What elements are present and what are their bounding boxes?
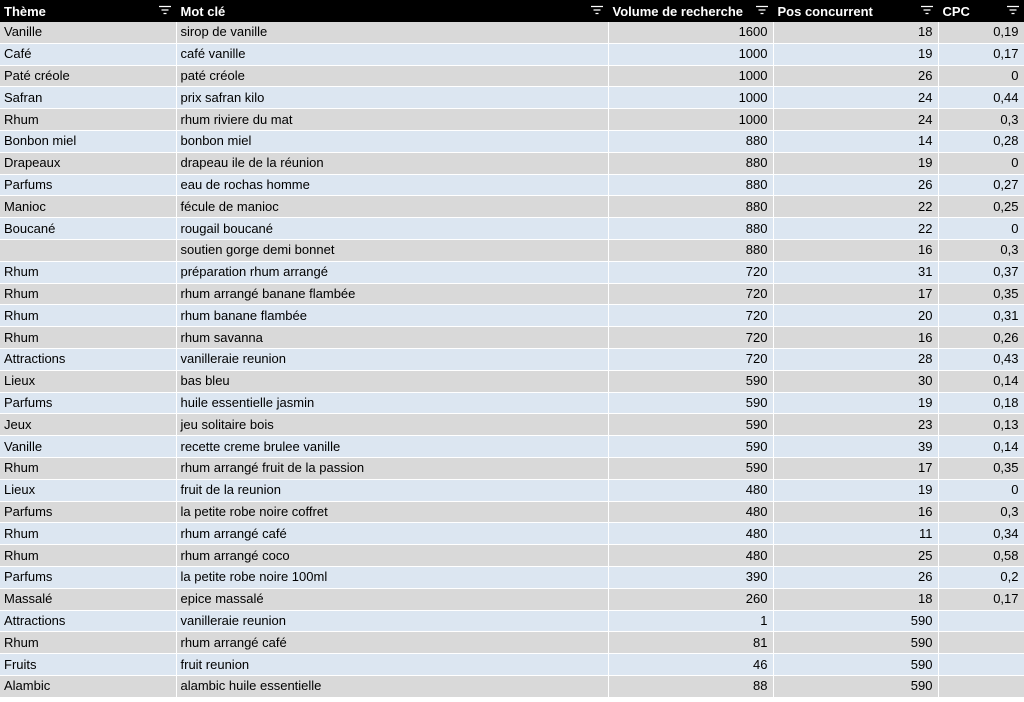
search-volume-cell[interactable]: 720	[608, 261, 773, 283]
search-volume-cell[interactable]: 1600	[608, 22, 773, 43]
keyword-cell[interactable]: jeu solitaire bois	[176, 414, 608, 436]
cpc-cell[interactable]: 0,35	[938, 457, 1024, 479]
competitor-position-cell[interactable]: 20	[773, 305, 938, 327]
cpc-cell[interactable]	[938, 632, 1024, 654]
search-volume-cell[interactable]: 88	[608, 675, 773, 697]
competitor-position-cell[interactable]: 19	[773, 43, 938, 65]
theme-cell[interactable]: Parfums	[0, 392, 176, 414]
keyword-cell[interactable]: rhum banane flambée	[176, 305, 608, 327]
search-volume-cell[interactable]: 590	[608, 370, 773, 392]
theme-cell[interactable]: Boucané	[0, 218, 176, 240]
cpc-cell[interactable]: 0	[938, 65, 1024, 87]
cpc-cell[interactable]: 0,3	[938, 109, 1024, 131]
cpc-cell[interactable]: 0,35	[938, 283, 1024, 305]
table-row	[0, 174, 1024, 196]
search-volume-cell[interactable]: 1000	[608, 109, 773, 131]
competitor-position-cell[interactable]: 16	[773, 239, 938, 261]
table-row	[0, 392, 1024, 414]
cpc-cell[interactable]: 0,58	[938, 545, 1024, 567]
theme-cell[interactable]: Rhum	[0, 523, 176, 545]
keyword-cell[interactable]: recette creme brulee vanille	[176, 436, 608, 458]
table-row	[0, 239, 1024, 261]
table-row	[0, 479, 1024, 501]
theme-cell[interactable]: Café	[0, 43, 176, 65]
competitor-position-cell[interactable]: 24	[773, 87, 938, 109]
search-volume-cell[interactable]: 81	[608, 632, 773, 654]
table-row	[0, 261, 1024, 283]
table-body	[0, 22, 1024, 697]
cpc-cell[interactable]	[938, 654, 1024, 676]
competitor-position-cell[interactable]: 22	[773, 218, 938, 240]
search-volume-cell[interactable]: 480	[608, 545, 773, 567]
competitor-position-cell[interactable]: 30	[773, 370, 938, 392]
search-volume-cell[interactable]: 880	[608, 239, 773, 261]
keyword-cell[interactable]: rhum arrangé banane flambée	[176, 283, 608, 305]
cpc-cell[interactable]: 0,37	[938, 261, 1024, 283]
theme-cell[interactable]: Rhum	[0, 261, 176, 283]
theme-cell[interactable]: Lieux	[0, 479, 176, 501]
keyword-cell[interactable]: rhum savanna	[176, 327, 608, 349]
keyword-cell[interactable]: rhum arrangé café	[176, 632, 608, 654]
keyword-cell[interactable]: soutien gorge demi bonnet	[176, 239, 608, 261]
competitor-position-cell[interactable]: 22	[773, 196, 938, 218]
cpc-cell[interactable]: 0,19	[938, 22, 1024, 43]
competitor-position-cell[interactable]: 26	[773, 566, 938, 588]
table-row	[0, 675, 1024, 697]
search-volume-cell[interactable]: 880	[608, 196, 773, 218]
table-row	[0, 283, 1024, 305]
theme-cell[interactable]: Bonbon miel	[0, 130, 176, 152]
keyword-cell[interactable]: fruit de la reunion	[176, 479, 608, 501]
column-header-cpc[interactable]	[938, 0, 1024, 22]
keyword-cell[interactable]: café vanille	[176, 43, 608, 65]
column-header-theme[interactable]	[0, 0, 176, 22]
table-row	[0, 348, 1024, 370]
search-volume-cell[interactable]: 1	[608, 610, 773, 632]
competitor-position-cell[interactable]: 25	[773, 545, 938, 567]
search-volume-cell[interactable]: 480	[608, 479, 773, 501]
search-volume-cell[interactable]: 720	[608, 283, 773, 305]
table-row	[0, 436, 1024, 458]
cpc-cell[interactable]	[938, 675, 1024, 697]
theme-cell[interactable]: Parfums	[0, 174, 176, 196]
cpc-cell[interactable]: 0	[938, 218, 1024, 240]
search-volume-cell[interactable]: 720	[608, 327, 773, 349]
cpc-cell[interactable]: 0,43	[938, 348, 1024, 370]
keyword-cell[interactable]: rhum arrangé coco	[176, 545, 608, 567]
column-header-keyword[interactable]	[176, 0, 608, 22]
table-row	[0, 610, 1024, 632]
keyword-cell[interactable]: eau de rochas homme	[176, 174, 608, 196]
search-volume-cell[interactable]: 590	[608, 414, 773, 436]
cpc-cell[interactable]: 0,17	[938, 588, 1024, 610]
keyword-cell[interactable]: alambic huile essentielle	[176, 675, 608, 697]
keyword-cell[interactable]: bas bleu	[176, 370, 608, 392]
cpc-cell[interactable]: 0,25	[938, 196, 1024, 218]
cpc-cell[interactable]: 0,18	[938, 392, 1024, 414]
cpc-cell[interactable]: 0,2	[938, 566, 1024, 588]
table-row	[0, 43, 1024, 65]
cpc-cell[interactable]: 0,3	[938, 501, 1024, 523]
column-header-competitor-position[interactable]	[773, 0, 938, 22]
table-row	[0, 196, 1024, 218]
competitor-position-cell[interactable]: 590	[773, 675, 938, 697]
table-row	[0, 588, 1024, 610]
header-row	[0, 0, 1024, 22]
theme-cell[interactable]: Rhum	[0, 457, 176, 479]
table-row	[0, 414, 1024, 436]
theme-cell[interactable]: Parfums	[0, 566, 176, 588]
keyword-cell[interactable]: paté créole	[176, 65, 608, 87]
keyword-cell[interactable]: vanilleraie reunion	[176, 610, 608, 632]
search-volume-cell[interactable]: 1000	[608, 65, 773, 87]
keyword-cell[interactable]: vanilleraie reunion	[176, 348, 608, 370]
search-volume-cell[interactable]: 880	[608, 130, 773, 152]
competitor-position-cell[interactable]: 19	[773, 479, 938, 501]
keyword-cell[interactable]: préparation rhum arrangé	[176, 261, 608, 283]
theme-cell[interactable]: Drapeaux	[0, 152, 176, 174]
search-volume-cell[interactable]: 720	[608, 305, 773, 327]
search-volume-cell[interactable]: 480	[608, 523, 773, 545]
competitor-position-cell[interactable]: 17	[773, 457, 938, 479]
theme-cell[interactable]: Manioc	[0, 196, 176, 218]
keyword-cell[interactable]: rhum riviere du mat	[176, 109, 608, 131]
cpc-cell[interactable]: 0,14	[938, 370, 1024, 392]
theme-cell[interactable]: Rhum	[0, 545, 176, 567]
competitor-position-cell[interactable]: 39	[773, 436, 938, 458]
search-volume-cell[interactable]: 880	[608, 174, 773, 196]
table-row	[0, 370, 1024, 392]
competitor-position-cell[interactable]: 590	[773, 632, 938, 654]
table-row	[0, 566, 1024, 588]
theme-cell[interactable]: Safran	[0, 87, 176, 109]
theme-cell[interactable]: Fruits	[0, 654, 176, 676]
cpc-cell[interactable]: 0,31	[938, 305, 1024, 327]
table-row	[0, 523, 1024, 545]
competitor-position-cell[interactable]: 23	[773, 414, 938, 436]
cpc-cell[interactable]: 0,28	[938, 130, 1024, 152]
keyword-cell[interactable]: sirop de vanille	[176, 22, 608, 43]
table-row	[0, 545, 1024, 567]
keyword-cell[interactable]: la petite robe noire coffret	[176, 501, 608, 523]
theme-cell[interactable]: Rhum	[0, 632, 176, 654]
column-header-search-volume[interactable]	[608, 0, 773, 22]
keyword-cell[interactable]: rhum arrangé café	[176, 523, 608, 545]
competitor-position-cell[interactable]: 31	[773, 261, 938, 283]
table-row	[0, 457, 1024, 479]
table-row	[0, 218, 1024, 240]
search-volume-cell[interactable]: 590	[608, 436, 773, 458]
table-row	[0, 87, 1024, 109]
search-volume-cell[interactable]: 1000	[608, 43, 773, 65]
competitor-position-cell[interactable]: 19	[773, 392, 938, 414]
keyword-cell[interactable]: epice massalé	[176, 588, 608, 610]
cpc-cell[interactable]: 0,13	[938, 414, 1024, 436]
competitor-position-cell[interactable]: 17	[773, 283, 938, 305]
cpc-cell[interactable]: 0	[938, 152, 1024, 174]
search-volume-cell[interactable]: 590	[608, 392, 773, 414]
filter-icon[interactable]	[1007, 5, 1019, 15]
cpc-cell[interactable]: 0,44	[938, 87, 1024, 109]
theme-cell[interactable]: Massalé	[0, 588, 176, 610]
search-volume-cell[interactable]: 880	[608, 218, 773, 240]
theme-cell[interactable]: Rhum	[0, 109, 176, 131]
table-row	[0, 305, 1024, 327]
theme-cell[interactable]: Parfums	[0, 501, 176, 523]
theme-cell[interactable]: Rhum	[0, 327, 176, 349]
column-header-label: CPC	[942, 4, 970, 20]
filter-icon[interactable]	[159, 5, 171, 15]
theme-cell[interactable]: Rhum	[0, 305, 176, 327]
competitor-position-cell[interactable]: 14	[773, 130, 938, 152]
filter-icon[interactable]	[921, 5, 933, 15]
keyword-cell[interactable]: huile essentielle jasmin	[176, 392, 608, 414]
competitor-position-cell[interactable]: 16	[773, 501, 938, 523]
cpc-cell[interactable]: 0,3	[938, 239, 1024, 261]
keyword-cell[interactable]: prix safran kilo	[176, 87, 608, 109]
cpc-cell[interactable]: 0,27	[938, 174, 1024, 196]
keyword-cell[interactable]: bonbon miel	[176, 130, 608, 152]
search-volume-cell[interactable]: 1000	[608, 87, 773, 109]
keyword-cell[interactable]: rhum arrangé fruit de la passion	[176, 457, 608, 479]
table-row	[0, 130, 1024, 152]
theme-cell[interactable]: Lieux	[0, 370, 176, 392]
filter-icon[interactable]	[756, 5, 768, 15]
keyword-cell[interactable]: fruit reunion	[176, 654, 608, 676]
competitor-position-cell[interactable]: 18	[773, 588, 938, 610]
theme-cell[interactable]: Attractions	[0, 610, 176, 632]
theme-cell[interactable]: Rhum	[0, 283, 176, 305]
table-row	[0, 327, 1024, 349]
theme-cell[interactable]: Attractions	[0, 348, 176, 370]
cpc-cell[interactable]: 0,34	[938, 523, 1024, 545]
column-header-label: Thème	[4, 4, 46, 20]
keyword-cell[interactable]: fécule de manioc	[176, 196, 608, 218]
keyword-cell[interactable]: la petite robe noire 100ml	[176, 566, 608, 588]
theme-cell[interactable]: Paté créole	[0, 65, 176, 87]
table-row	[0, 632, 1024, 654]
table-row	[0, 109, 1024, 131]
keyword-cell[interactable]: drapeau ile de la réunion	[176, 152, 608, 174]
competitor-position-cell[interactable]: 24	[773, 109, 938, 131]
search-volume-cell[interactable]: 46	[608, 654, 773, 676]
theme-cell[interactable]: Alambic	[0, 675, 176, 697]
theme-cell[interactable]	[0, 239, 176, 261]
filter-icon[interactable]	[591, 5, 603, 15]
competitor-position-cell[interactable]: 590	[773, 610, 938, 632]
cpc-cell[interactable]: 0,17	[938, 43, 1024, 65]
search-volume-cell[interactable]: 880	[608, 152, 773, 174]
competitor-position-cell[interactable]: 28	[773, 348, 938, 370]
theme-cell[interactable]: Vanille	[0, 436, 176, 458]
search-volume-cell[interactable]: 390	[608, 566, 773, 588]
competitor-position-cell[interactable]: 19	[773, 152, 938, 174]
table-row	[0, 501, 1024, 523]
column-header-label: Pos concurrent	[777, 4, 873, 20]
column-header-label: Mot clé	[180, 4, 226, 20]
theme-cell[interactable]: Vanille	[0, 22, 176, 43]
table-row	[0, 152, 1024, 174]
competitor-position-cell[interactable]: 11	[773, 523, 938, 545]
competitor-position-cell[interactable]: 16	[773, 327, 938, 349]
search-volume-cell[interactable]: 480	[608, 501, 773, 523]
cpc-cell[interactable]	[938, 610, 1024, 632]
search-volume-cell[interactable]: 260	[608, 588, 773, 610]
cpc-cell[interactable]: 0	[938, 479, 1024, 501]
competitor-position-cell[interactable]: 18	[773, 22, 938, 43]
table-row	[0, 22, 1024, 43]
competitor-position-cell[interactable]: 590	[773, 654, 938, 676]
search-volume-cell[interactable]: 720	[608, 348, 773, 370]
competitor-position-cell[interactable]: 26	[773, 174, 938, 196]
search-volume-cell[interactable]: 590	[608, 457, 773, 479]
competitor-position-cell[interactable]: 26	[773, 65, 938, 87]
keyword-cell[interactable]: rougail boucané	[176, 218, 608, 240]
table-row	[0, 65, 1024, 87]
cpc-cell[interactable]: 0,14	[938, 436, 1024, 458]
theme-cell[interactable]: Jeux	[0, 414, 176, 436]
column-header-label: Volume de recherche	[612, 4, 744, 20]
table-row	[0, 654, 1024, 676]
cpc-cell[interactable]: 0,26	[938, 327, 1024, 349]
